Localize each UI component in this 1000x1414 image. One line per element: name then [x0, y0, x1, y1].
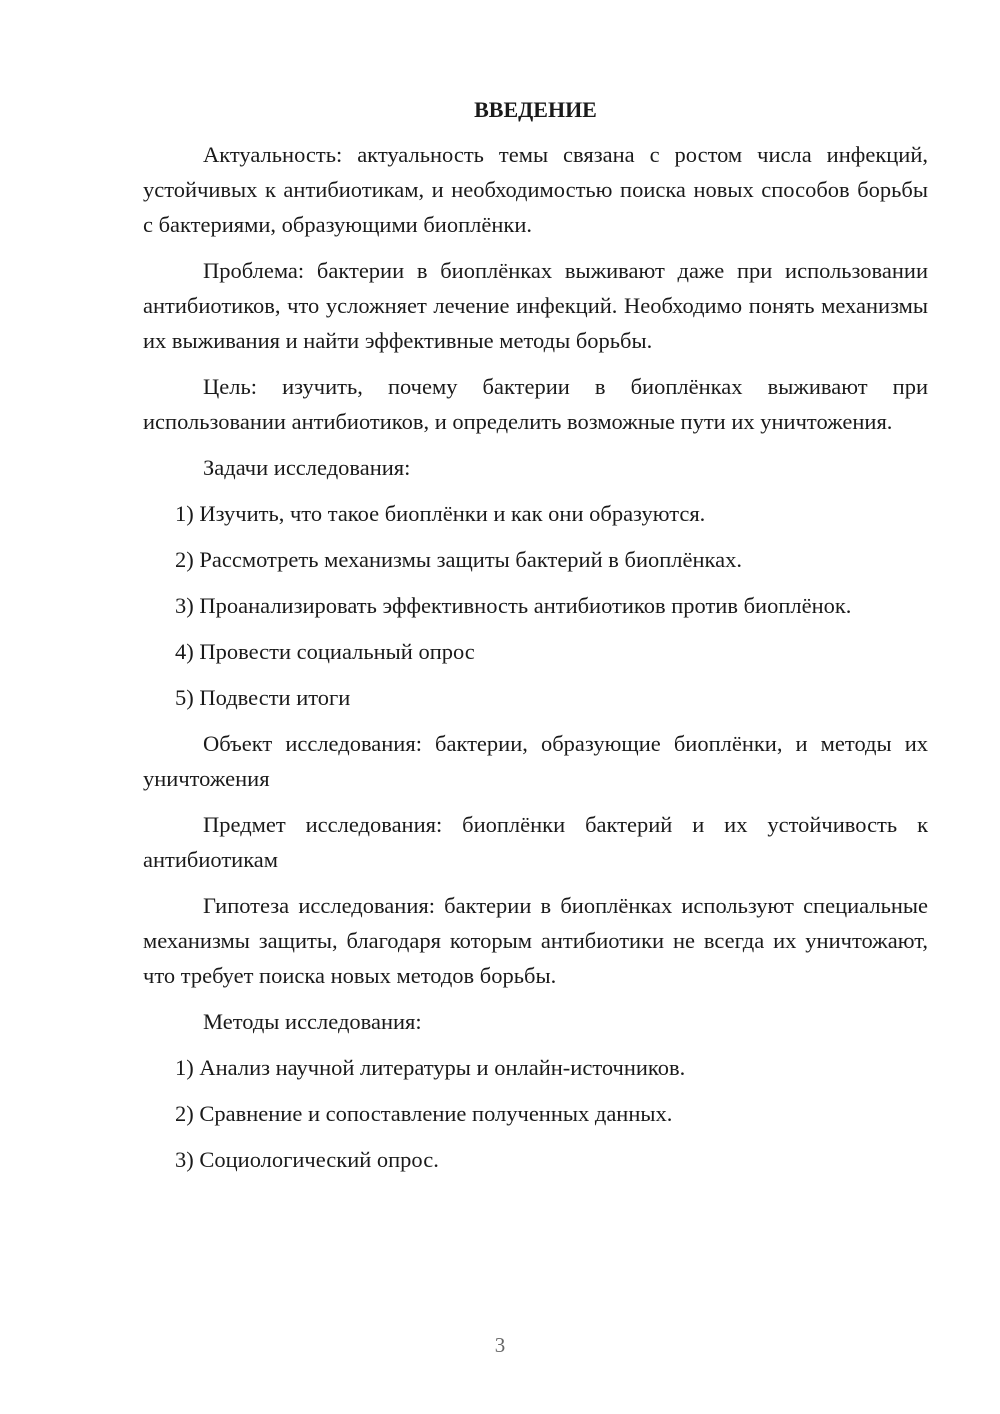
- task-item: 5) Подвести итоги: [175, 685, 351, 710]
- document-page: [143, 92, 928, 1188]
- section-title: ВВЕДЕНИЕ: [474, 97, 597, 122]
- task-item: 3) Проанализировать эффективность антибиотиков против биоплёнок.: [175, 593, 852, 618]
- task-item: 1) Изучить, что такое биоплёнки и как они образуются.: [175, 501, 706, 526]
- object-paragraph: Объект исследования: бактерии, образующие биоплёнки, и методы их уничтожения: [143, 731, 928, 791]
- goal-paragraph: Цель: изучить, почему бактерии в биоплёнках выживают при использовании антибиотиков, и определить возможные пути их уничтожения.: [143, 374, 928, 434]
- task-item: 2) Рассмотреть механизмы защиты бактерий в биоплёнках.: [175, 547, 742, 572]
- subject-paragraph: Предмет исследования: биоплёнки бактерий и их устойчивость к антибиотикам: [143, 812, 928, 872]
- problem-paragraph: Проблема: бактерии в биоплёнках выживают даже при использовании антибиотиков, что усложняет лечение инфекций. Необходимо понять механизмы их выживания и найти эффективные методы борьбы.: [143, 258, 928, 353]
- hypothesis-paragraph: Гипотеза исследования: бактерии в биоплёнках используют специальные механизмы защиты, благодаря которым антибиотики не всегда их уничтожают, что требует поиска новых методов борьбы.: [143, 893, 928, 988]
- methods-heading: Методы исследования:: [203, 1009, 422, 1034]
- page-number: 3: [494, 1333, 506, 1357]
- method-item: 3) Социологический опрос.: [175, 1147, 439, 1172]
- method-item: 2) Сравнение и сопоставление полученных данных.: [175, 1101, 673, 1126]
- method-item: 1) Анализ научной литературы и онлайн-источников.: [175, 1055, 686, 1080]
- tasks-heading: Задачи исследования:: [203, 455, 411, 480]
- relevance-paragraph: Актуальность: актуальность темы связана с ростом числа инфекций, устойчивых к антибиотикам, и необходимостью поиска новых способов борьбы с бактериями, образующими биоплёнки.: [143, 142, 928, 237]
- task-item: 4) Провести социальный опрос: [175, 639, 475, 664]
